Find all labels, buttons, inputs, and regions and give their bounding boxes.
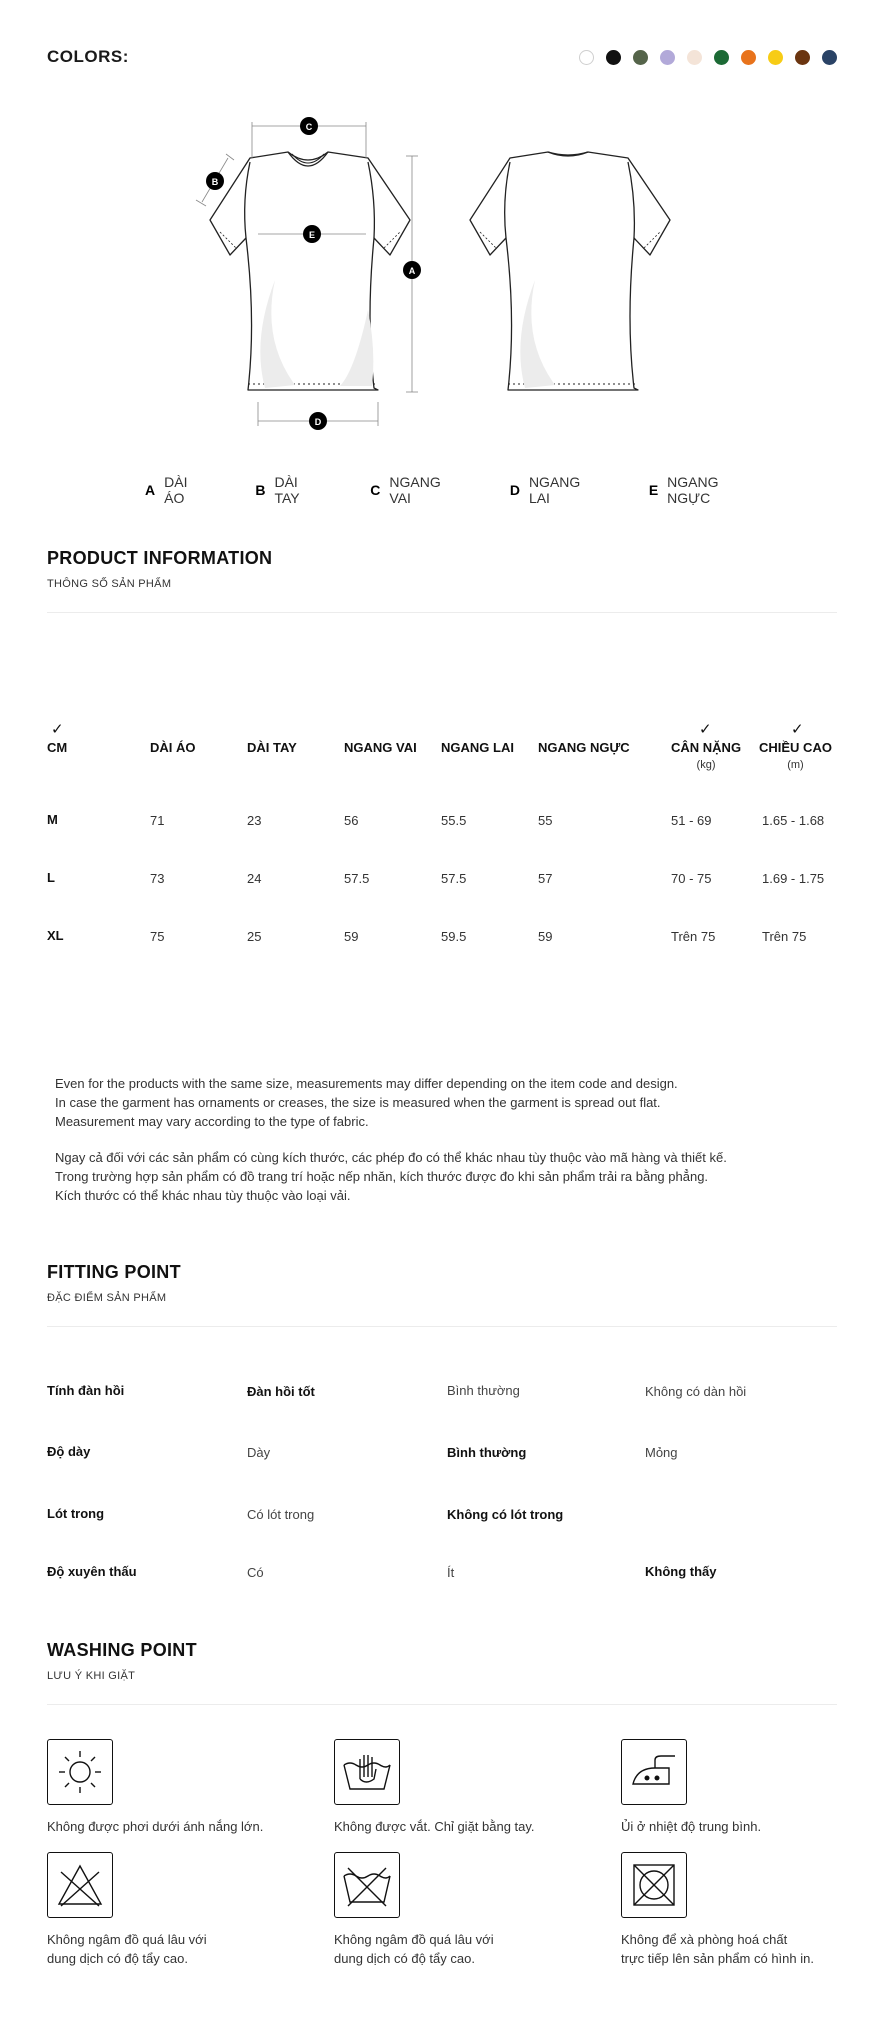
legend-item-a <box>145 474 211 506</box>
table-cell: 70 - 75 <box>671 871 712 886</box>
color-swatches <box>579 50 837 65</box>
table-cell: 55.5 <box>441 813 467 828</box>
color-swatch-cream[interactable] <box>687 50 702 65</box>
divider <box>47 1704 837 1705</box>
legend-letter: D <box>509 482 520 498</box>
header-ngang-nguc: NGANG NGỰC <box>538 740 630 755</box>
washing-subtitle: LƯU Ý KHI GIẶT <box>47 1670 136 1682</box>
header-can-nang-unit: (kg) <box>696 759 716 771</box>
marker-a <box>403 261 421 279</box>
color-swatch-green[interactable] <box>714 50 729 65</box>
table-cell: 59 <box>344 929 359 944</box>
fitting-subtitle: ĐẶC ĐIỂM SẢN PHẨM <box>47 1292 167 1304</box>
table-cell: 73 <box>150 871 165 886</box>
note-line: Kích thước có thể khác nhau tùy thuộc vào loại vải. <box>55 1188 351 1203</box>
color-swatch-white[interactable] <box>579 50 594 65</box>
header-chieu-cao <box>759 740 832 771</box>
header-cm: CM <box>47 740 68 755</box>
table-cell: 59.5 <box>441 929 467 944</box>
table-cell: 57.5 <box>344 871 370 886</box>
wash-text: Ủi ở nhiệt độ trung bình. <box>621 1819 762 1834</box>
color-swatch-yellow[interactable] <box>768 50 783 65</box>
legend-item-d <box>510 474 605 506</box>
check-icon: ✓ <box>699 721 712 738</box>
fitting-label: Độ dày <box>47 1444 91 1459</box>
fitting-option: Bình thường <box>447 1383 520 1398</box>
wash-item <box>47 1739 307 1836</box>
tshirt-back-icon <box>470 152 670 390</box>
table-cell: 51 - 69 <box>671 813 712 828</box>
note-line: In case the garment has ornaments or creases, the size is measured when the garment is spread out flat. <box>55 1095 661 1110</box>
legend-label: DÀI TAY <box>274 474 300 506</box>
legend-letter: A <box>145 482 156 498</box>
fitting-option-selected: Không thấy <box>645 1564 717 1579</box>
table-cell: 57 <box>538 871 553 886</box>
hand-wash-icon <box>334 1739 400 1805</box>
wash-text: Không để xà phòng hoá chất trực tiếp lên sản phẩm có hình in. <box>621 1932 814 1966</box>
table-cell: 59 <box>538 929 553 944</box>
table-cell: Trên 75 <box>671 929 716 944</box>
header-can-nang-label: CÂN NẶNG <box>671 740 742 755</box>
fitting-option: Ít <box>447 1565 455 1580</box>
marker-d <box>309 412 327 430</box>
colors-row <box>47 47 837 71</box>
wash-item <box>334 1852 594 1968</box>
legend-label: NGANG VAI <box>389 474 441 506</box>
colors-title: COLORS: <box>47 47 129 66</box>
color-swatch-olive[interactable] <box>633 50 648 65</box>
no-tumble-dry-icon <box>621 1852 687 1918</box>
fitting-option: Mỏng <box>645 1445 678 1460</box>
table-cell: 55 <box>538 813 553 828</box>
header-dai-tay: DÀI TAY <box>247 740 297 755</box>
divider <box>47 1326 837 1327</box>
wash-text: Không được vắt. Chỉ giặt bằng tay. <box>334 1819 535 1834</box>
svg-text:B: B <box>211 177 219 187</box>
check-icon: ✓ <box>51 721 64 738</box>
table-cell: 71 <box>150 813 165 828</box>
legend-item-b <box>255 474 326 506</box>
size-cell: L <box>47 870 55 885</box>
wash-item <box>621 1852 881 1968</box>
fitting-option-selected: Bình thường <box>447 1445 527 1460</box>
fitting-label: Độ xuyên thấu <box>47 1564 137 1579</box>
notes-english <box>55 1074 815 1131</box>
note-line: Ngay cả đối với các sản phẩm có cùng kích thước, các phép đo có thể khác nhau tùy thuộc vào mã hàng và thiết kế. <box>55 1150 727 1165</box>
color-swatch-lavender[interactable] <box>660 50 675 65</box>
note-line: Trong trường hợp sản phẩm có đồ trang trí hoặc nếp nhăn, kích thước được đo khi sản phẩm trải ra bằng phẳng. <box>55 1169 709 1184</box>
tshirt-measurement-diagram <box>180 110 720 450</box>
legend-label: NGANG NGỰC <box>667 474 719 506</box>
wash-item <box>621 1739 881 1836</box>
table-cell: Trên 75 <box>762 929 807 944</box>
table-cell: 57.5 <box>441 871 467 886</box>
washing-title: WASHING POINT <box>47 1640 197 1660</box>
legend-item-e <box>649 474 765 506</box>
fitting-label: Tính đàn hồi <box>47 1383 125 1398</box>
tshirt-diagram-svg <box>180 110 720 450</box>
no-sun-dry-icon <box>47 1739 113 1805</box>
table-cell: 24 <box>247 871 262 886</box>
note-line: Measurement may vary according to the type of fabric. <box>55 1114 369 1129</box>
header-ngang-lai: NGANG LAI <box>441 740 514 755</box>
header-dai-ao: DÀI ÁO <box>150 740 196 755</box>
fitting-option: Có <box>247 1565 264 1580</box>
size-cell: M <box>47 812 58 827</box>
header-chieu-cao-label: CHIỀU CAO <box>759 740 832 755</box>
header-ngang-vai: NGANG VAI <box>344 740 417 755</box>
tshirt-front-icon <box>210 152 410 390</box>
marker-b <box>206 172 224 190</box>
legend-item-c <box>370 474 466 506</box>
table-cell: 1.65 - 1.68 <box>762 813 825 828</box>
wash-text: Không ngâm đồ quá lâu với dung dịch có độ tẩy cao. <box>334 1932 494 1966</box>
fitting-option-selected: Đàn hồi tốt <box>247 1384 315 1399</box>
size-cell: XL <box>47 928 64 943</box>
fitting-label: Lót trong <box>47 1506 105 1521</box>
size-notes <box>55 1074 815 1222</box>
fitting-option: Có lót trong <box>247 1507 315 1522</box>
wash-item <box>334 1739 594 1836</box>
no-bleach-icon <box>47 1852 113 1918</box>
table-cell: 23 <box>247 813 262 828</box>
product-info-title: PRODUCT INFORMATION <box>47 548 273 568</box>
table-cell: 25 <box>247 929 262 944</box>
table-cell: 1.69 - 1.75 <box>762 871 825 886</box>
divider <box>47 612 837 613</box>
no-soak-icon <box>334 1852 400 1918</box>
marker-e <box>303 225 321 243</box>
marker-c <box>300 117 318 135</box>
legend-letter: E <box>648 482 659 498</box>
legend-letter: B <box>255 482 266 498</box>
color-swatch-orange[interactable] <box>741 50 756 65</box>
color-swatch-brown[interactable] <box>795 50 810 65</box>
wash-text: Không được phơi dưới ánh nắng lớn. <box>47 1819 264 1834</box>
fitting-option-selected: Không có lót trong <box>447 1507 564 1522</box>
measurement-legend <box>145 474 765 506</box>
fitting-option: Dày <box>247 1445 271 1460</box>
fitting-title: FITTING POINT <box>47 1262 181 1282</box>
legend-label: DÀI ÁO <box>164 474 188 506</box>
table-cell: 56 <box>344 813 359 828</box>
header-chieu-cao-unit: (m) <box>787 759 804 771</box>
note-line: Even for the products with the same size, measurements may differ depending on the item code and design. <box>55 1076 678 1091</box>
iron-medium-icon <box>621 1739 687 1805</box>
svg-text:A: A <box>408 266 416 276</box>
svg-text:E: E <box>308 230 316 240</box>
table-cell: 75 <box>150 929 165 944</box>
wash-text: Không ngâm đồ quá lâu với dung dịch có độ tẩy cao. <box>47 1932 207 1966</box>
color-swatch-black[interactable] <box>606 50 621 65</box>
svg-text:D: D <box>314 417 322 427</box>
wash-item <box>47 1852 307 1968</box>
header-can-nang <box>671 740 741 771</box>
fitting-option: Không có dàn hồi <box>645 1384 747 1399</box>
product-info-subtitle: THÔNG SỐ SẢN PHẨM <box>47 578 172 590</box>
svg-text:C: C <box>305 122 313 132</box>
color-swatch-navy[interactable] <box>822 50 837 65</box>
notes-vietnamese <box>55 1148 815 1205</box>
legend-letter: C <box>370 482 381 498</box>
legend-label: NGANG LAI <box>528 474 581 506</box>
check-icon: ✓ <box>791 721 804 738</box>
